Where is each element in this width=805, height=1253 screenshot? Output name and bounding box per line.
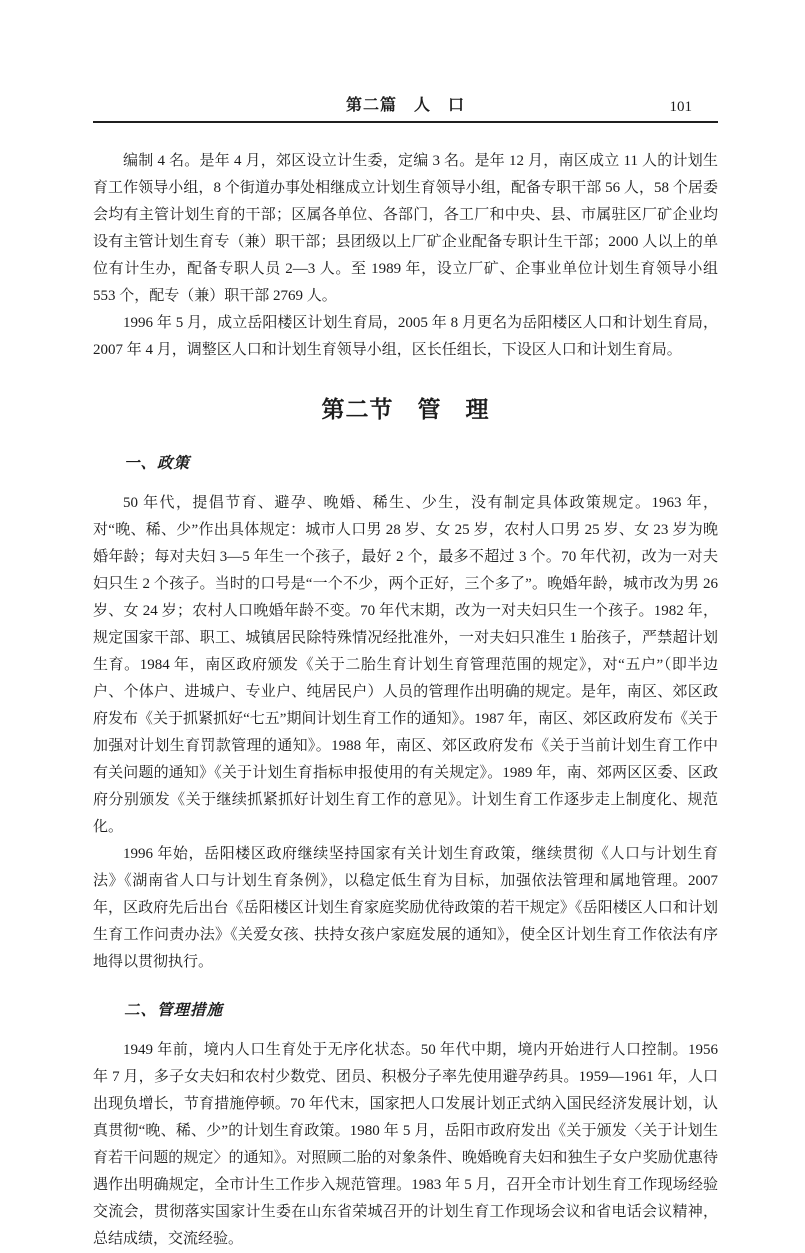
subsection-heading-measures: 二、管理措施 <box>124 1002 224 1019</box>
policy-paragraph-1: 50 年代，提倡节育、避孕、晚婚、稀生、少生，没有制定具体政策规定。1963 年，对“晚、稀、少”作出具体规定：城市人口男 28 岁、女 25 岁，农村人口男 25 岁、女 23 岁为晚婚年龄；每对夫妇 3—5 年生一个孩子，最好 2 个，最多不超过 3 个。70 年代初，改为一对夫妇只生 2 个孩子。当时的口号是“一个不少，两个正好，三个多了”。晚婚年龄，城市改为男 26 岁、女 24 岁；农村人口晚婚年龄不变。70 年代末期，改为一对夫妇只生一个孩子。1982 年，规定国家干部、职工、城镇居民除特殊情况经批准外，一对夫妇只准生 1 胎孩子，严禁超计划生育。1984 年，南区政府颁发《关于二胎生育计划生育管理范围的规定》，对“五户”（即半边户、个体户、进城户、专业户、纯居民户）人员的管理作出明确的规定。是年，南区、郊区政府发布《关于抓紧抓好“七五”期间计划生育工作的通知》。1987 年，南区、郊区政府发布《关于加强对计划生育罚款管理的通知》。1988 年，南区、郊区政府发布《关于当前计划生育工作中有关问题的通知》《关于计划生育指标申报使用的有关规定》。1989 年，南、郊两区区委、区政府分别颁发《关于继续抓紧抓好计划生育工作的意见》。计划生育工作逐步走上制度化、规范化。 <box>93 495 718 835</box>
section-title: 第二节 管 理 <box>321 397 490 422</box>
page-header <box>93 96 718 123</box>
measures-paragraph-1: 1949 年前，境内人口生育处于无序化状态。50 年代中期，境内开始进行人口控制。1956 年 7 月，多子女夫妇和农村少数党、团员、积极分子率先使用避孕药具。1959—1961 年，人口出现负增长，节育措施停顿。70 年代末，国家把人口发展计划正式纳入国民经济发展计划，认真贯彻“晚、稀、少”的计划生育政策。1980 年 5 月，岳阳市政府发出《关于颁发〈关于计划生育若干问题的规定〉的通知》。对照顾二胎的对象条件、晚婚晚育夫妇和独生子女户奖励优惠待遇作出明确规定，全市计生工作步入规范管理。1983 年 5 月，召开全市计划生育工作现场经验交流会，贯彻落实国家计生委在山东省荣城召开的计划生育工作现场会议和省电话会议精神，总结成绩，交流经验。 <box>93 1042 718 1247</box>
page-number: 101 <box>669 99 692 115</box>
policy-paragraph-2: 1996 年始，岳阳楼区政府继续坚持国家有关计划生育政策，继续贯彻《人口与计划生育法》《湖南省人口与计划生育条例》，以稳定低生育为目标，加强依法管理和属地管理。2007 年，区政府先后出台《岳阳楼区计划生育家庭奖励优待政策的若干规定》《岳阳楼区人口和计划生育工作问责办法》《关爱女孩、扶持女孩户家庭发展的通知》，使全区计划生育工作依法有序地得以贯彻执行。 <box>93 846 718 970</box>
subsection-heading-policy: 一、政策 <box>124 455 191 472</box>
page-body <box>93 148 718 1253</box>
intro-paragraph-1: 编制 4 名。是年 4 月，郊区设立计生委，定编 3 名。是年 12 月，南区成立 11 人的计划生育工作领导小组，8 个街道办事处相继成立计划生育领导小组，配备专职干部 56 人，58 个居委会均有主管计划生育的干部；区属各单位、各部门，各工厂和中央、县、市属驻区厂矿企业均设有主管计划生育专（兼）职干部；县团级以上厂矿企业配备专职计生干部；2000 人以上的单位有计生办，配备专职人员 2—3 人。至 1989 年，设立厂矿、企事业单位计划生育领导小组 553 个，配专（兼）职干部 2769 人。 <box>93 153 718 304</box>
chapter-title: 第二篇 人 口 <box>345 97 465 114</box>
intro-paragraph-2: 1996 年 5 月，成立岳阳楼区计划生育局，2005 年 8 月更名为岳阳楼区人口和计划生育局，2007 年 4 月，调整区人口和计划生育领导小组，区长任组长，下设区人口和计划生育局。 <box>93 315 718 358</box>
